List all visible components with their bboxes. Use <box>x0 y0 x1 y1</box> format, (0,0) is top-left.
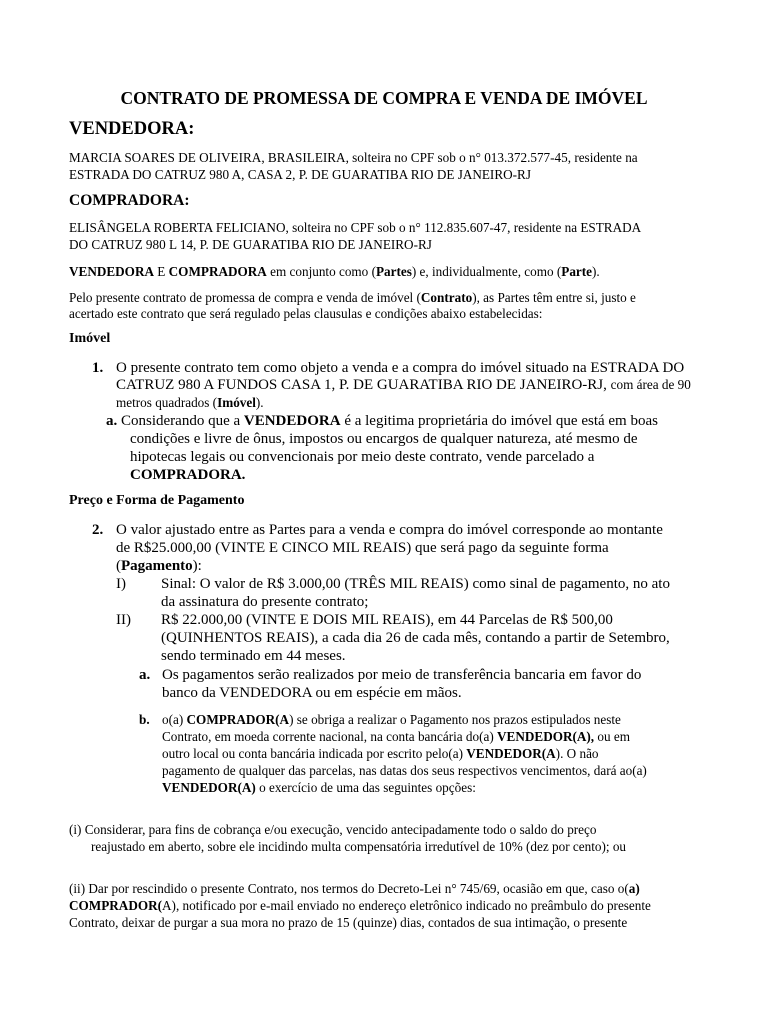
clause-1a-bold-1: VENDEDORA <box>243 413 341 429</box>
opcao-ii-text-2b: A), notificado por e-mail enviado no endereço eletrônico indicado no preâmbulo do presente <box>162 898 651 913</box>
preambulo-text-2: ), as Partes têm entre si, justo e <box>472 290 636 305</box>
partes-text-1: E <box>154 264 169 279</box>
compradora-heading: COMPRADORA: <box>69 192 190 209</box>
item-b-text-1c: ) se obriga a realizar o Pagamento nos prazos estipulados neste <box>289 712 621 727</box>
opcao-ii-text-1a: (ii) Dar por rescindido o presente Contrato, nos termos do Decreto-Lei n° 745/69, ocasião em que, caso o( <box>69 881 629 896</box>
opcao-i-line-1: (i) Considerar, para fins de cobrança e/ou execução, vencido antecipadamente todo o saldo do preço <box>69 822 597 837</box>
clause-2-line-3b: Pagamento <box>121 558 193 574</box>
item-b-bold-2: VENDEDOR(A), <box>497 729 595 744</box>
item-i-label: I) <box>116 576 126 592</box>
vendedora-line-2: ESTRADA DO CATRUZ 980 A, CASA 2, P. DE GUARATIBA RIO DE JANEIRO-RJ <box>69 167 531 182</box>
clause-1a-line-2: condições e livre de ônus, impostos ou encargos de qualquer natureza, até mesmo de <box>130 431 638 447</box>
item-b-text-5b: o exercício de uma das seguintes opções: <box>255 780 476 795</box>
clause-1-line-2 <box>116 376 691 395</box>
vendedora-line-1: MARCIA SOARES DE OLIVEIRA, BRASILEIRA, solteira no CPF sob o n° 013.372.577-45, residente na <box>69 150 638 165</box>
item-a-label: a. <box>139 667 151 683</box>
item-a-line-1: Os pagamentos serão realizados por meio de transferência bancaria em favor do <box>162 667 642 683</box>
opcao-ii-line-1 <box>69 880 640 897</box>
item-ii-line-3: sendo terminado em 44 meses. <box>161 648 346 664</box>
clause-2-line-3c: ): <box>192 558 202 574</box>
preambulo-line-2: acertado este contrato que será regulado pelas clausulas e condições abaixo estabelecidas: <box>69 306 543 321</box>
item-b-bold-1: COMPRADOR(A <box>186 712 290 727</box>
item-b-line-5 <box>162 779 476 796</box>
clause-2-line-3a: ( <box>116 558 121 574</box>
clause-1-line-3b: Imóvel <box>217 395 256 410</box>
partes-bold-1: VENDEDORA <box>69 264 154 279</box>
partes-text-3: ) e, individualmente, como ( <box>411 264 562 279</box>
clause-2-line-2: de R$25.000,00 (VINTE E CINCO MIL REAIS) que será pago da seguinte forma <box>116 540 609 556</box>
clause-1-line-2b: com área de 90 <box>610 377 691 392</box>
item-ii-line-1: R$ 22.000,00 (VINTE E DOIS MIL REAIS), em 44 Parcelas de R$ 500,00 <box>161 612 613 628</box>
partes-bold-4: Parte <box>561 264 593 279</box>
item-b-label: b. <box>139 712 150 727</box>
compradora-line-2: DO CATRUZ 980 L 14, P. DE GUARATIBA RIO DE JANEIRO-RJ <box>69 237 432 252</box>
partes-bold-3: Partes <box>375 264 412 279</box>
item-b-bold-5: VENDEDOR(A) <box>162 780 256 795</box>
clause-1a-text-1: Considerando que a <box>117 413 244 429</box>
partes-text-2: em conjunto como ( <box>266 264 376 279</box>
clause-2-line-3 <box>116 557 202 576</box>
clause-1-line-1: O presente contrato tem como objeto a venda e a compra do imóvel situado na ESTRADA DO <box>116 360 685 376</box>
compradora-line-1: ELISÂNGELA ROBERTA FELICIANO, solteira no CPF sob o n° 112.835.607-47, residente na ESTRADA <box>69 220 642 235</box>
item-b-text-1a: o(a) <box>162 712 187 727</box>
partes-bold-2: COMPRADORA <box>168 264 267 279</box>
clause-1a-line-4: COMPRADORA. <box>130 467 246 483</box>
clause-1-line-3c: ). <box>255 395 264 410</box>
item-b-line-3 <box>162 745 599 762</box>
partes-paragraph <box>69 263 600 280</box>
item-b-line-1 <box>162 711 621 728</box>
partes-text-4: ). <box>592 264 600 279</box>
preambulo-bold-1: Contrato <box>420 290 473 305</box>
clause-1-line-2a: CATRUZ 980 A FUNDOS CASA 1, P. DE GUARATIBA RIO DE JANEIRO-RJ, <box>116 377 611 393</box>
clause-1a-text-2: é a legitima proprietária do imóvel que está em boas <box>340 413 658 429</box>
opcao-ii-bold-2a: COMPRADOR( <box>69 898 163 913</box>
vendedora-heading: VENDEDORA: <box>69 119 195 139</box>
item-b-text-3a: outro local ou conta bancária indicada por escrito pelo(a) <box>162 746 467 761</box>
preambulo-line-1 <box>69 289 636 306</box>
item-b-line-2 <box>162 728 630 745</box>
clause-1a-line-3: hipotecas legais ou convencionais por meio deste contrato, vende parcelado a <box>130 449 595 465</box>
item-b-text-2c: ou em <box>594 729 631 744</box>
item-b-bold-3: VENDEDOR(A <box>466 746 556 761</box>
clause-1a-label: a. <box>106 413 118 429</box>
clause-1a-line-1 <box>106 412 658 431</box>
clause-1-number: 1. <box>92 360 104 376</box>
imovel-heading: Imóvel <box>69 331 111 346</box>
item-ii-label: II) <box>116 612 131 628</box>
preco-heading: Preço e Forma de Pagamento <box>69 493 245 508</box>
opcao-ii-bold-1b: a) <box>628 881 640 896</box>
opcao-i-line-2: reajustado em aberto, sobre ele incidindo multa compensatória irredutível de 10% (dez por cento); ou <box>91 839 627 854</box>
clause-2-line-1: O valor ajustado entre as Partes para a venda e compra do imóvel corresponde ao montante <box>116 522 663 538</box>
opcao-ii-line-3: Contrato, deixar de purgar a sua mora no prazo de 15 (quinze) dias, contados de sua intimação, o presente <box>69 915 628 930</box>
opcao-ii-line-2 <box>69 897 651 914</box>
preambulo-text-1: Pelo presente contrato de promessa de compra e venda de imóvel ( <box>69 290 421 305</box>
clause-1-line-3 <box>116 394 264 411</box>
item-a-line-2: banco da VENDEDORA ou em espécie em mãos. <box>162 685 462 701</box>
document-title: CONTRATO DE PROMESSA DE COMPRA E VENDA DE IMÓVEL <box>120 88 648 108</box>
item-b-line-4: pagamento de qualquer das parcelas, nas datas dos seus respectivos vencimentos, dará ao(a) <box>162 763 647 778</box>
item-ii-line-2: (QUINHENTOS REAIS), a cada dia 26 de cada mês, contando a partir de Setembro, <box>161 630 670 646</box>
item-b-text-3c: ). O não <box>555 746 599 761</box>
item-i-line-2: da assinatura do presente contrato; <box>161 594 369 610</box>
item-b-text-2a: Contrato, em moeda corrente nacional, na conta bancária do(a) <box>162 729 498 744</box>
clause-2-number: 2. <box>92 522 104 538</box>
item-i-line-1: Sinal: O valor de R$ 3.000,00 (TRÊS MIL REAIS) como sinal de pagamento, no ato <box>161 576 670 592</box>
clause-1-line-3a: metros quadrados ( <box>116 395 218 410</box>
